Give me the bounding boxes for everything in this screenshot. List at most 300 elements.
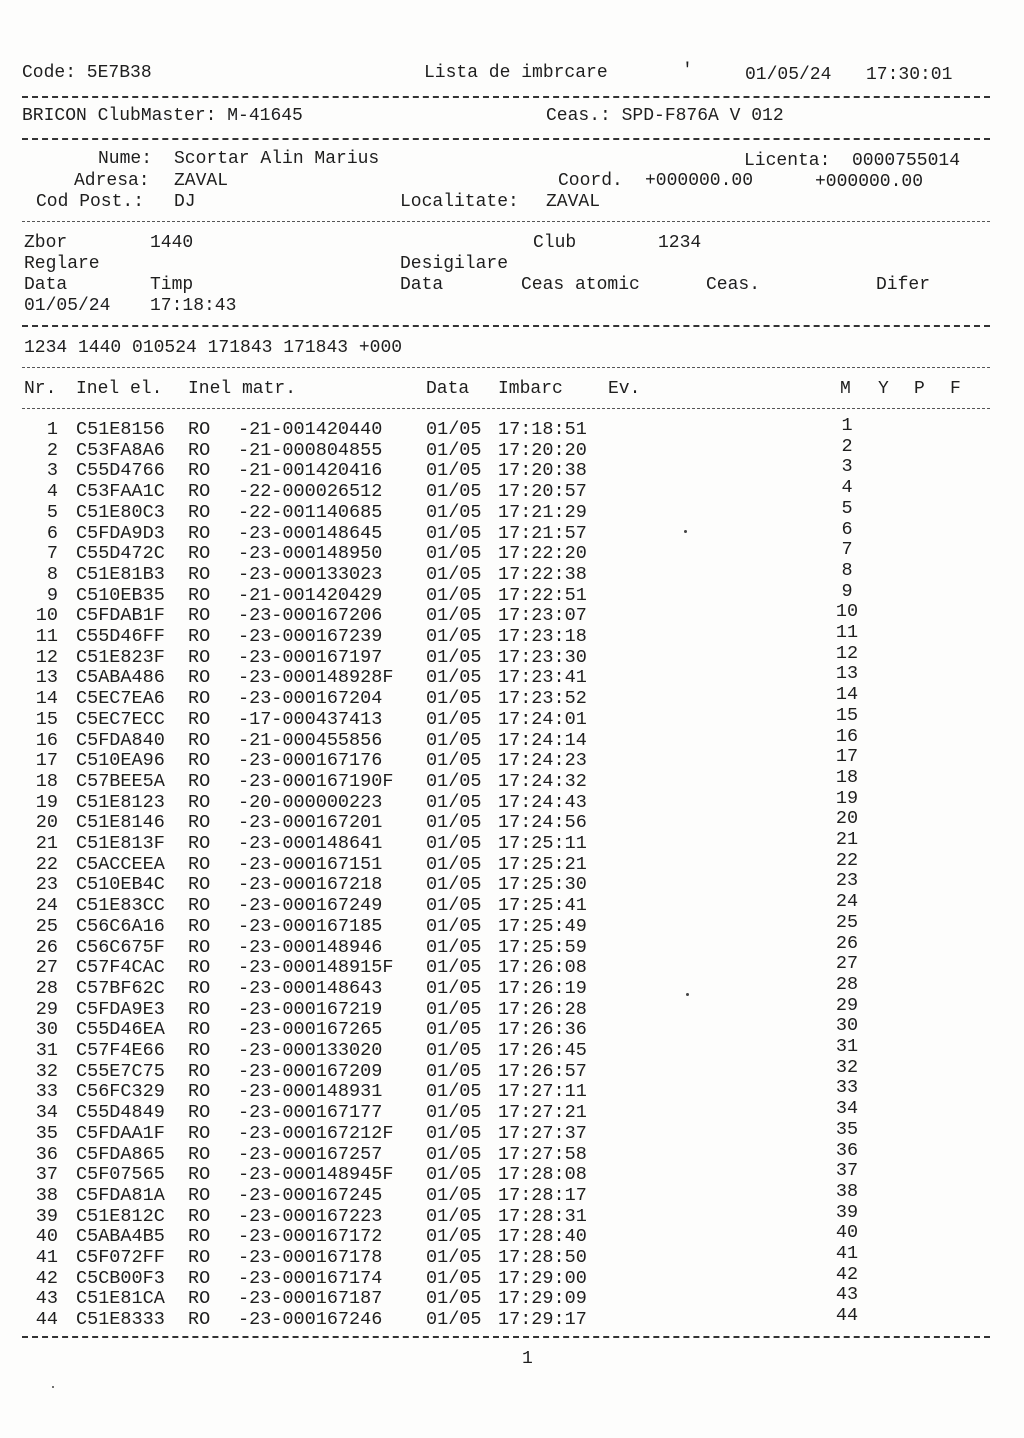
row-number: 36 [35,1143,58,1165]
electronic-ring: C51E812C [76,1205,165,1227]
owner-name: Scortar Alin Marius [174,149,380,169]
country-code: RO [188,915,211,937]
position-m: 4 [841,477,853,499]
ring-number: -23-000167209 [238,1060,383,1082]
ceas-atomic-label: Ceas atomic [521,275,640,295]
country-code: RO [188,1288,211,1310]
electronic-ring: C5FDA81A [76,1184,165,1206]
print-date: 01/05/24 [745,65,832,85]
country-code: RO [188,563,211,585]
position-m: 28 [835,973,859,995]
position-m: 37 [835,1160,859,1182]
arrival-date: 01/05 [426,522,482,544]
position-m: 20 [835,808,859,830]
arrival-date: 01/05 [426,915,482,937]
arrival-time: 17:29:00 [498,1267,587,1289]
table-row [0,580,1024,606]
arrival-date: 01/05 [426,998,482,1020]
ring-number: -23-000167185 [238,915,383,937]
row-number: 15 [35,708,58,730]
table-row [0,539,1024,565]
arrival-time: 17:26:19 [498,977,587,999]
arrival-time: 17:24:01 [498,708,587,730]
electronic-ring: C51E81B3 [76,563,165,585]
row-number: 28 [35,977,58,999]
ring-number: -21-001420429 [238,584,383,606]
table-row [0,911,1024,937]
electronic-ring: C510EA96 [76,750,165,772]
arrival-date: 01/05 [426,1081,482,1103]
country-code: RO [188,1122,211,1144]
table-row [0,891,1024,917]
ring-number: -23-000148643 [238,977,383,999]
ring-number: -23-000148950 [238,543,383,565]
row-number: 44 [35,1309,58,1331]
table-row [0,1118,1024,1144]
col-ev: Ev. [608,379,641,399]
electronic-ring: C5F072FF [76,1247,165,1268]
row-number: 43 [35,1288,58,1310]
position-m: 2 [841,435,853,457]
row-number: 24 [35,895,58,917]
country-code: RO [188,1081,211,1103]
table-row [0,559,1024,585]
position-m: 5 [841,497,853,519]
ring-number: -23-000167172 [238,1226,383,1248]
reglare-label: Reglare [24,254,100,274]
country-code: RO [188,853,211,875]
arrival-date: 01/05 [426,1267,482,1289]
row-number: 12 [35,646,58,668]
row-number: 37 [35,1164,58,1186]
country-code: RO [188,1040,211,1061]
electronic-ring: C5ABA486 [76,667,165,689]
locality-label: Localitate: [400,192,519,212]
country-code: RO [188,1019,211,1041]
ring-number: -23-000148645 [238,522,383,544]
position-m: 30 [835,1015,859,1037]
position-m: 10 [835,601,859,623]
arrival-time: 17:28:08 [498,1164,587,1186]
document-title: Lista de imbrcare [424,63,608,83]
ring-number: -23-000167177 [238,1102,383,1124]
arrival-time: 17:23:07 [498,605,587,627]
ring-number: -21-001420440 [238,419,383,440]
ring-number: -22-000026512 [238,481,383,503]
arrival-time: 17:21:29 [498,501,587,523]
country-code: RO [188,1184,211,1206]
table-row [0,1263,1024,1289]
electronic-ring: C5FDAB1F [76,605,165,627]
position-m: 27 [835,953,859,975]
arrival-time: 17:24:32 [498,770,587,792]
arrival-date: 01/05 [426,1122,482,1144]
position-m: 14 [835,684,859,706]
arrival-time: 17:27:11 [498,1081,587,1103]
electronic-ring: C5ACCEEA [76,853,165,875]
position-m: 17 [835,746,859,768]
country-code: RO [188,1267,211,1289]
row-number: 17 [35,750,58,772]
table-row [0,849,1024,875]
ring-number: -23-000148915F [238,957,394,979]
row-number: 20 [35,812,58,834]
arrival-date: 01/05 [426,791,482,813]
position-m: 39 [835,1201,859,1223]
country-code: RO [188,895,211,917]
divider [22,96,990,98]
electronic-ring: C5FDA865 [76,1143,165,1165]
position-m: 12 [835,642,859,664]
arrival-date: 01/05 [426,501,482,523]
zbor-value: 1440 [150,233,194,253]
table-row [0,973,1024,999]
arrival-date: 01/05 [426,419,482,440]
arrival-time: 17:20:38 [498,460,587,482]
speck [686,993,689,996]
arrival-time: 17:26:57 [498,1060,587,1082]
arrival-date: 01/05 [426,750,482,772]
ring-number: -23-000167206 [238,605,383,627]
ring-number: -23-000167239 [238,626,383,647]
country-code: RO [188,874,211,896]
arrival-time: 17:25:41 [498,895,587,917]
table-row [0,435,1024,461]
arrival-time: 17:25:59 [498,936,587,958]
row-number: 22 [35,853,58,875]
desigilare-label: Desigilare [400,254,509,274]
country-code: RO [188,770,211,792]
data-label: Data [24,275,68,295]
arrival-date: 01/05 [426,605,482,627]
ring-number: -23-000167218 [238,874,383,896]
speck [52,1386,54,1388]
row-number: 10 [35,605,58,627]
arrival-date: 01/05 [426,481,482,503]
license-label: Licenta: [744,151,831,171]
electronic-ring: C55E7C75 [76,1060,165,1082]
col-inel-el: Inel el. [76,379,163,399]
arrival-time: 17:18:51 [498,419,587,440]
divider [22,367,990,368]
electronic-ring: C57BF62C [76,977,165,999]
position-m: 44 [835,1305,859,1327]
country-code: RO [188,1164,211,1186]
country-code: RO [188,708,211,730]
code-label: Code: 5E7B38 [22,63,152,83]
country-code: RO [188,1143,211,1165]
electronic-ring: C5F07565 [76,1164,165,1186]
row-number: 5 [46,501,58,523]
country-code: RO [188,543,211,565]
arrival-time: 17:28:17 [498,1184,587,1206]
col-f: F [950,379,961,399]
arrival-time: 17:23:18 [498,626,587,647]
ring-number: -23-000167197 [238,646,383,668]
position-m: 43 [835,1284,859,1306]
arrival-date: 01/05 [426,1019,482,1041]
electronic-ring: C51E81CA [76,1288,165,1310]
arrival-time: 17:24:43 [498,791,587,813]
table-row [0,953,1024,979]
arrival-date: 01/05 [426,460,482,482]
country-code: RO [188,833,211,854]
table-row [0,870,1024,896]
table-row [0,642,1024,668]
row-number: 18 [35,770,58,792]
arrival-date: 01/05 [426,977,482,999]
arrival-time: 17:22:51 [498,584,587,606]
position-m: 1 [841,415,853,436]
arrival-time: 17:27:21 [498,1102,587,1124]
electronic-ring: C5CB00F3 [76,1267,165,1289]
ring-number: -21-000455856 [238,729,383,751]
difer-label: Difer [876,275,931,295]
table-row [0,1077,1024,1103]
position-m: 19 [835,787,859,809]
table-row [0,497,1024,523]
electronic-ring: C5EC7EA6 [76,688,165,710]
col-y: Y [878,379,889,399]
arrival-date: 01/05 [426,812,482,834]
col-imbarc: Imbarc [498,379,563,399]
code-line: 1234 1440 010524 171843 171843 +000 [24,338,403,358]
position-m: 8 [841,559,853,581]
divider [22,408,990,409]
country-code: RO [188,584,211,606]
coord-x: +000000.00 [645,171,754,191]
country-code: RO [188,688,211,710]
arrival-date: 01/05 [426,584,482,606]
ring-number: -23-000167246 [238,1309,383,1331]
timp-label: Timp [150,275,194,295]
country-code: RO [188,626,211,647]
zbor-label: Zbor [24,233,68,253]
row-number: 19 [35,791,58,813]
ring-number: -23-000167249 [238,895,383,917]
country-code: RO [188,1309,211,1331]
row-number: 14 [35,688,58,710]
col-inel-matr: Inel matr. [188,379,297,399]
table-row [0,787,1024,813]
row-number: 3 [46,460,58,482]
arrival-date: 01/05 [426,1309,482,1331]
position-m: 21 [835,829,859,850]
arrival-time: 17:20:20 [498,439,587,461]
country-code: RO [188,812,211,834]
row-number: 34 [35,1102,58,1124]
table-row [0,684,1024,710]
country-code: RO [188,605,211,627]
table-row [0,994,1024,1020]
table-row [0,1243,1024,1268]
arrival-time: 17:27:37 [498,1122,587,1144]
position-m: 18 [835,766,859,788]
ring-number: -23-000133020 [238,1040,383,1061]
position-m: 35 [835,1118,859,1140]
ring-number: -23-000167187 [238,1288,383,1310]
ring-number: -23-000167178 [238,1247,383,1268]
electronic-ring: C55D4766 [76,460,165,482]
table-row [0,415,1024,440]
arrival-date: 01/05 [426,1205,482,1227]
ring-number: -23-000167151 [238,853,383,875]
electronic-ring: C57F4E66 [76,1040,165,1061]
position-m: 32 [835,1056,859,1078]
country-code: RO [188,667,211,689]
table-row [0,1201,1024,1227]
arrival-time: 17:28:31 [498,1205,587,1227]
arrival-time: 17:29:09 [498,1288,587,1310]
position-m: 38 [835,1180,859,1202]
coord-y: +000000.00 [815,172,924,192]
table-row [0,456,1024,482]
row-number: 21 [35,833,58,854]
arrival-time: 17:23:52 [498,688,587,710]
clock-id: Ceas.: SPD-F876A V 012 [546,106,784,126]
electronic-ring: C51E813F [76,833,165,854]
position-m: 9 [841,580,853,602]
ring-number: -17-000437413 [238,708,383,730]
address-label: Adresa: [74,171,150,191]
col-nr: Nr. [24,379,57,399]
row-number: 33 [35,1081,58,1103]
position-m: 15 [835,704,859,726]
position-m: 34 [835,1098,859,1120]
country-code: RO [188,1247,211,1268]
table-row [0,1015,1024,1041]
row-number: 30 [35,1019,58,1041]
arrival-time: 17:20:57 [498,481,587,503]
club-value: 1234 [658,233,702,253]
electronic-ring: C56C6A16 [76,915,165,937]
divider [22,221,990,222]
electronic-ring: C5FDA840 [76,729,165,751]
electronic-ring: C51E8156 [76,419,165,440]
position-m: 3 [841,456,853,478]
electronic-ring: C53FA8A6 [76,439,165,461]
owner-address: ZAVAL [174,171,229,191]
table-row [0,1284,1024,1310]
reglare-date: 01/05/24 [24,296,111,316]
ring-number: -23-000167219 [238,998,383,1020]
license-number: 0000755014 [852,151,961,171]
position-m: 41 [835,1243,859,1264]
ring-number: -23-000167212F [238,1122,394,1144]
arrival-date: 01/05 [426,1040,482,1061]
arrival-time: 17:26:36 [498,1019,587,1041]
arrival-date: 01/05 [426,543,482,565]
position-m: 16 [835,725,859,747]
position-m: 33 [835,1077,859,1099]
arrival-time: 17:25:30 [498,874,587,896]
divider [22,325,990,327]
electronic-ring: C51E8123 [76,791,165,813]
ring-number: -23-000167201 [238,812,383,834]
arrival-date: 01/05 [426,895,482,917]
ring-number: -22-001140685 [238,501,383,523]
print-time: 17:30:01 [866,65,953,85]
country-code: RO [188,729,211,751]
country-code: RO [188,1226,211,1248]
country-code: RO [188,481,211,503]
electronic-ring: C56C675F [76,936,165,958]
row-number: 31 [35,1040,58,1061]
col-p: P [914,379,925,399]
arrival-date: 01/05 [426,957,482,979]
ring-number: -23-000148928F [238,667,394,689]
ring-number: -23-000167174 [238,1267,383,1289]
table-row [0,932,1024,958]
row-number: 42 [35,1267,58,1289]
row-number: 25 [35,915,58,937]
arrival-time: 17:24:14 [498,729,587,751]
country-code: RO [188,998,211,1020]
table-row [0,1056,1024,1082]
ring-number: -21-000804855 [238,439,383,461]
electronic-ring: C57F4CAC [76,957,165,979]
table-row [0,766,1024,792]
table-row [0,725,1024,751]
electronic-ring: C51E8333 [76,1309,165,1331]
coord-label: Coord. [558,171,623,191]
arrival-time: 17:29:17 [498,1309,587,1331]
locality: ZAVAL [546,192,601,212]
country-code: RO [188,419,211,440]
arrival-date: 01/05 [426,1288,482,1310]
ring-number: -20-000000223 [238,791,383,813]
country-code: RO [188,460,211,482]
arrival-time: 17:23:30 [498,646,587,668]
ring-number: -23-000148946 [238,936,383,958]
postal-code: DJ [174,192,196,212]
table-row [0,1222,1024,1248]
arrival-date: 01/05 [426,1164,482,1186]
arrival-date: 01/05 [426,729,482,751]
row-number: 32 [35,1060,58,1082]
row-number: 4 [46,481,58,503]
row-number: 1 [46,419,58,440]
row-number: 38 [35,1184,58,1206]
country-code: RO [188,439,211,461]
electronic-ring: C5FDAA1F [76,1122,165,1144]
electronic-ring: C510EB4C [76,874,165,896]
arrival-date: 01/05 [426,667,482,689]
row-number: 13 [35,667,58,689]
arrival-time: 17:22:38 [498,563,587,585]
row-number: 2 [46,439,58,461]
divider [22,138,990,140]
table-row [0,704,1024,730]
row-number: 6 [46,522,58,544]
arrival-time: 17:26:45 [498,1040,587,1061]
arrival-time: 17:26:08 [498,957,587,979]
ring-number: -23-000133023 [238,563,383,585]
ring-number: -21-001420416 [238,460,383,482]
electronic-ring: C51E8146 [76,812,165,834]
electronic-ring: C510EB35 [76,584,165,606]
position-m: 23 [835,870,859,892]
electronic-ring: C51E80C3 [76,501,165,523]
arrival-time: 17:21:57 [498,522,587,544]
ring-number: -23-000148641 [238,833,383,854]
electronic-ring: C5FDA9E3 [76,998,165,1020]
electronic-ring: C55D4849 [76,1102,165,1124]
postal-label: Cod Post.: [36,192,145,212]
row-number: 40 [35,1226,58,1248]
country-code: RO [188,501,211,523]
row-number: 11 [35,626,58,647]
